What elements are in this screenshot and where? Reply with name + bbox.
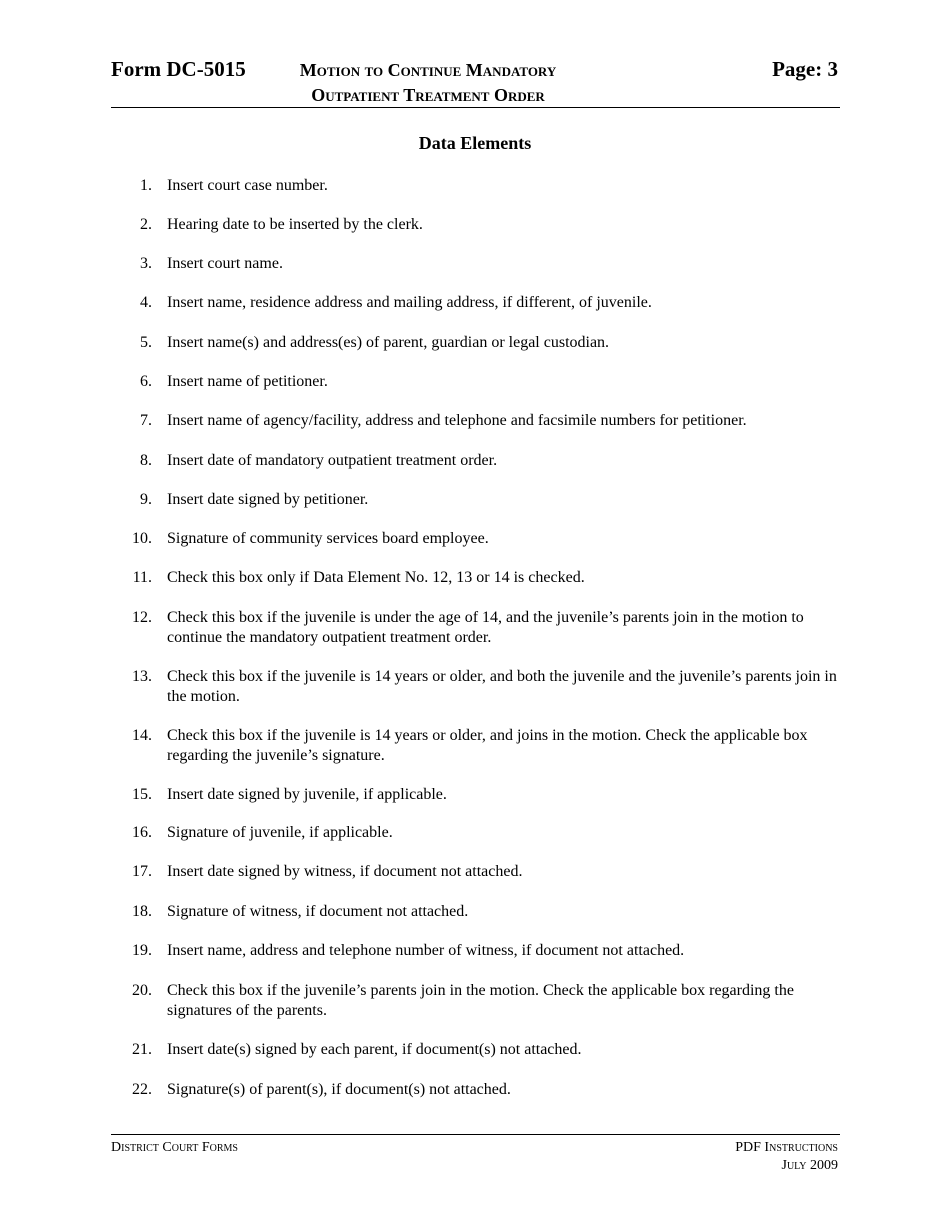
item-number: 1. <box>140 177 152 194</box>
item-number: 12. <box>132 609 152 626</box>
list-item <box>130 333 860 353</box>
item-text: Insert date signed by juvenile, if applicable. <box>167 786 447 803</box>
list-item <box>130 1080 860 1100</box>
item-text: Signature(s) of parent(s), if document(s) not attached. <box>167 1081 511 1098</box>
item-number: 16. <box>132 824 152 841</box>
item-text: Signature of juvenile, if applicable. <box>167 824 393 841</box>
item-number: 13. <box>132 668 152 685</box>
item-text: Insert name of agency/facility, address and telephone and facsimile numbers for petitioner. <box>167 412 747 429</box>
item-number: 9. <box>140 491 152 508</box>
item-number: 8. <box>140 452 152 469</box>
list-item <box>130 490 860 510</box>
list-item <box>130 667 860 707</box>
list-item <box>130 529 860 549</box>
item-text: Check this box if the juvenile is 14 years or older, and both the juvenile and the juvenile’s parents join in the motion. <box>167 668 837 705</box>
form-number: Form DC-5015 <box>111 57 246 81</box>
item-text: Check this box if the juvenile is 14 years or older, and joins in the motion. Check the applicable box regarding the juvenile’s signature. <box>167 727 808 764</box>
item-number: 19. <box>132 942 152 959</box>
item-number: 20. <box>132 982 152 999</box>
item-number: 15. <box>132 786 152 803</box>
list-item <box>130 941 860 961</box>
list-item <box>130 568 860 588</box>
item-number: 21. <box>132 1041 152 1058</box>
item-text: Insert date signed by witness, if document not attached. <box>167 863 523 880</box>
list-item <box>130 411 860 431</box>
page-number: Page: 3 <box>772 57 838 81</box>
list-item <box>130 823 860 843</box>
item-text: Check this box only if Data Element No. 12, 13 or 14 is checked. <box>167 569 585 586</box>
list-item <box>130 726 860 766</box>
item-number: 3. <box>140 255 152 272</box>
list-item <box>130 785 860 805</box>
item-number: 4. <box>140 294 152 311</box>
item-text: Hearing date to be inserted by the clerk. <box>167 216 423 233</box>
footer-left-text: District Court Forms <box>111 1140 238 1155</box>
list-item <box>130 215 860 235</box>
list-item <box>130 902 860 922</box>
list-item <box>130 608 860 648</box>
item-text: Insert name, address and telephone number of witness, if document not attached. <box>167 942 685 959</box>
item-number: 14. <box>132 727 152 744</box>
list-item <box>130 1040 860 1060</box>
list-item <box>130 176 860 196</box>
page-footer <box>111 1134 840 1173</box>
footer-right-line-1: PDF Instructions <box>735 1140 838 1155</box>
item-number: 5. <box>140 334 152 351</box>
item-text: Insert court name. <box>167 255 283 272</box>
list-item <box>130 451 860 471</box>
item-text: Check this box if the juvenile’s parents join in the motion. Check the applicable box regarding the signatures of the parents. <box>167 982 794 1019</box>
item-number: 22. <box>132 1081 152 1098</box>
item-text: Check this box if the juvenile is under the age of 14, and the juvenile’s parents join in the motion to continue the mandatory outpatient treatment order. <box>167 609 804 646</box>
form-title-line-2: Outpatient Treatment Order <box>311 85 545 105</box>
list-item <box>130 293 860 313</box>
item-number: 11. <box>132 569 152 586</box>
item-text: Insert date of mandatory outpatient treatment order. <box>167 452 498 469</box>
item-text: Insert name of petitioner. <box>167 373 328 390</box>
list-item <box>130 862 860 882</box>
footer-right-text <box>735 1139 838 1175</box>
item-text: Insert name, residence address and mailing address, if different, of juvenile. <box>167 294 652 311</box>
item-number: 6. <box>140 373 152 390</box>
item-text: Insert court case number. <box>167 177 328 194</box>
item-text: Insert name(s) and address(es) of parent, guardian or legal custodian. <box>167 334 610 351</box>
section-heading: Data Elements <box>418 133 532 153</box>
item-text: Insert date(s) signed by each parent, if document(s) not attached. <box>167 1041 582 1058</box>
item-number: 7. <box>140 412 152 429</box>
list-item <box>130 981 860 1021</box>
item-number: 2. <box>140 216 152 233</box>
item-text: Insert date signed by petitioner. <box>167 491 369 508</box>
footer-right-line-2: July 2009 <box>781 1158 838 1173</box>
form-title-line-1: Motion to Continue Mandatory <box>299 60 557 80</box>
item-text: Signature of community services board employee. <box>167 530 489 547</box>
item-number: 10. <box>132 530 152 547</box>
item-number: 18. <box>132 903 152 920</box>
list-item <box>130 372 860 392</box>
item-text: Signature of witness, if document not attached. <box>167 903 469 920</box>
item-number: 17. <box>132 863 152 880</box>
list-item <box>130 254 860 274</box>
